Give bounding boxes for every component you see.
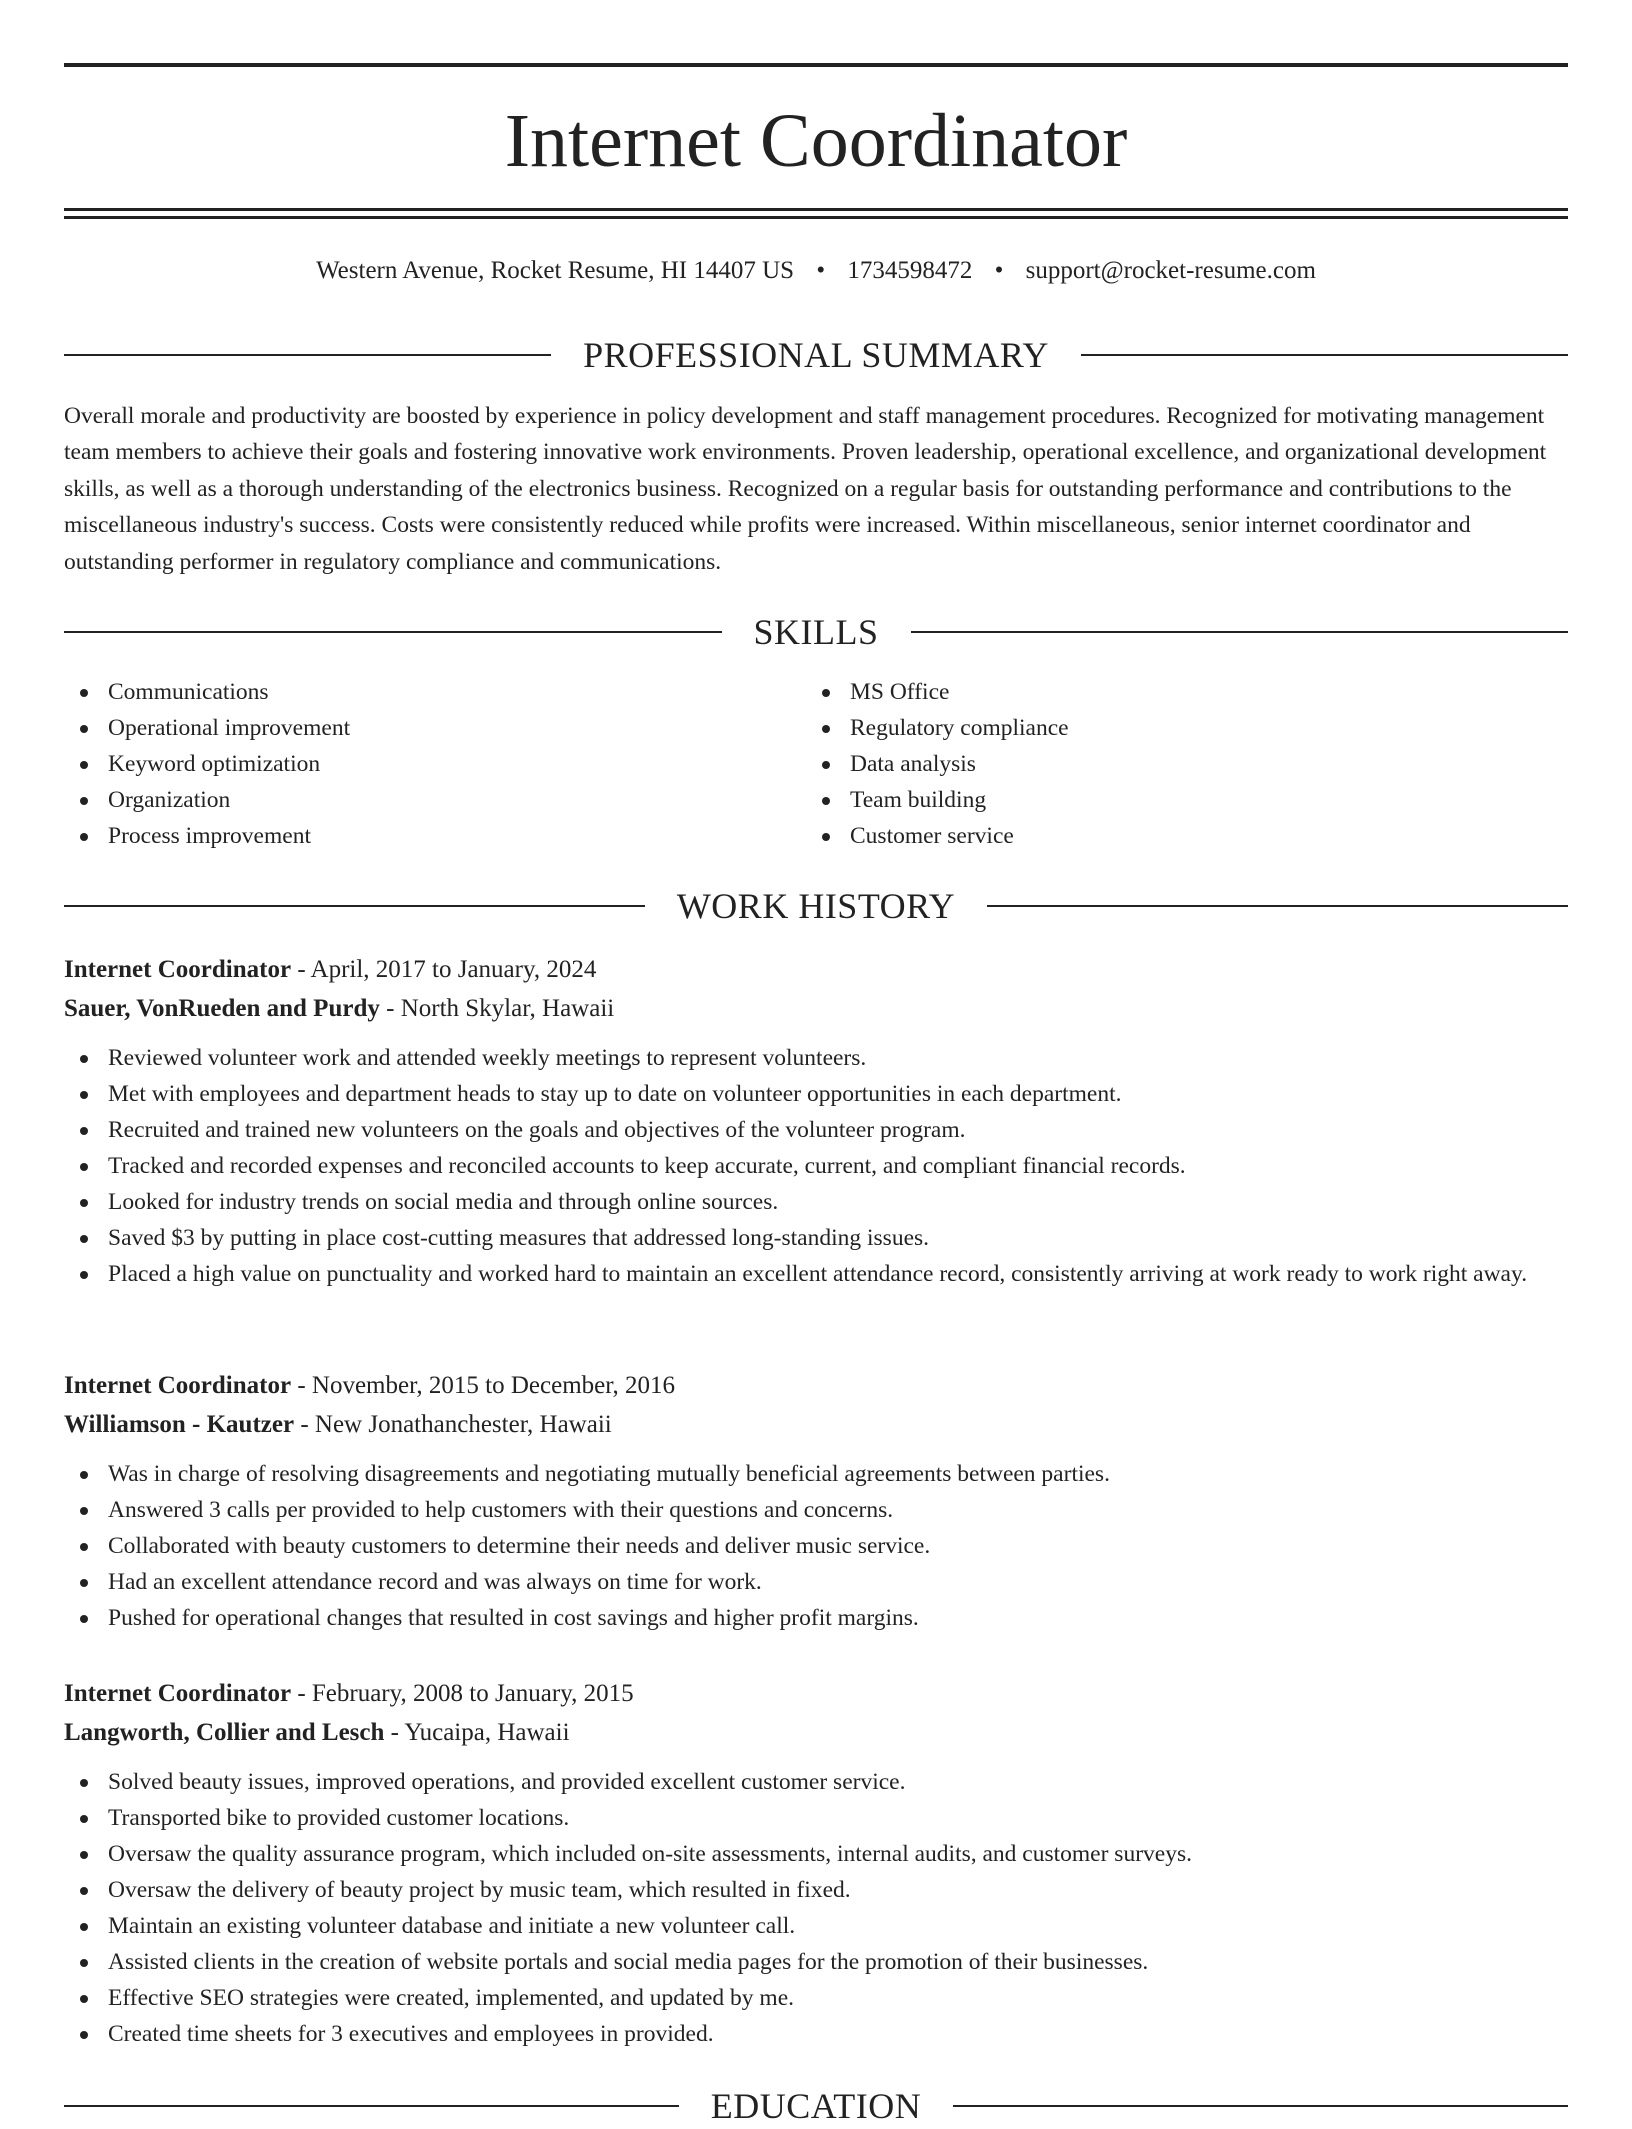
heading-rule-left [64,631,722,633]
education-heading-label: EDUCATION [710,2086,922,2126]
job-bullet: Maintain an existing volunteer database and initiate a new volunteer call. [64,1908,1568,1944]
job-dates: February, 2008 to January, 2015 [311,1680,634,1707]
job-dates: November, 2015 to December, 2016 [311,1372,676,1399]
skill-item: Data analysis [806,746,1548,782]
job-separator: - [291,956,311,983]
job-title-line [64,950,1568,989]
header-top-rule [64,63,1568,67]
heading-rule-left [64,905,645,907]
heading-rule-right [1081,354,1568,356]
skills-heading [64,609,1568,655]
job-bullet: Was in charge of resolving disagreements and negotiating mutually beneficial agreements between parties. [64,1456,1568,1492]
contact-address: Western Avenue, Rocket Resume, HI 14407 US [316,257,795,284]
work-history-heading [64,883,1568,929]
job-bullets [64,1456,1568,1636]
job-location: North Skylar, Hawaii [400,995,615,1022]
summary-text: Overall morale and productivity are boosted by experience in policy development and staff management procedures. Recognized for motivating management team members to achieve their goals and fostering innovative work environments. Proven leadership, operational excellence, and organizational development skills, as well as a thorough understanding of the electronics business. Recognized on a regular basis for outstanding performance and contributions to the miscellaneous industry's success. Costs were consistently reduced while profits were increased. Within miscellaneous, senior internet coordinator and outstanding performer in regulatory compliance and communications. [64,403,1547,575]
job-company-line [64,1713,1568,1752]
contact-email: support@rocket-resume.com [1025,257,1316,284]
job-bullet: Looked for industry trends on social media and through online sources. [64,1184,1568,1220]
job-entry [64,950,1568,1292]
job-bullet: Had an excellent attendance record and was always on time for work. [64,1564,1568,1600]
skills-column-right [806,674,1548,854]
summary-heading [64,332,1568,378]
job-bullet: Effective SEO strategies were created, implemented, and updated by me. [64,1980,1568,2016]
header-bottom-rule-second [64,216,1568,219]
job-bullet: Transported bike to provided customer locations. [64,1800,1568,1836]
job-entry [64,1366,1568,1636]
skills-heading-label: SKILLS [753,612,879,652]
job-bullet: Assisted clients in the creation of website portals and social media pages for the promotion of their businesses. [64,1944,1568,1980]
job-separator: - [291,1680,312,1707]
skill-item: Process improvement [64,818,806,854]
job-separator: - [291,1372,312,1399]
heading-rule-right [953,2105,1568,2107]
job-bullets [64,1764,1568,2052]
skill-item: Operational improvement [64,710,806,746]
heading-rule-right [987,905,1568,907]
job-bullet: Met with employees and department heads to stay up to date on volunteer opportunities in each department. [64,1076,1568,1112]
heading-rule-right [911,631,1569,633]
resume-title: Internet Coordinator [504,99,1128,183]
job-location: New Jonathanchester, Hawaii [314,1411,612,1438]
job-bullet: Created time sheets for 3 executives and employees in provided. [64,2016,1568,2052]
contact-phone: 1734598472 [847,257,973,284]
work-history-heading-label: WORK HISTORY [676,886,956,926]
job-bullet: Collaborated with beauty customers to determine their needs and deliver music service. [64,1528,1568,1564]
job-title-line [64,1366,1568,1405]
job-bullet: Tracked and recorded expenses and reconciled accounts to keep accurate, current, and compliant financial records. [64,1148,1568,1184]
education-heading [64,2083,1568,2129]
contact-separator: • [816,257,826,284]
job-dates: April, 2017 to January, 2024 [310,956,597,983]
job-company-line [64,989,1568,1028]
job-bullet: Reviewed volunteer work and attended weekly meetings to represent volunteers. [64,1040,1568,1076]
skill-item: Communications [64,674,806,710]
contact-line [64,254,1568,288]
skill-item: Team building [806,782,1548,818]
job-company: Langworth, Collier and Lesch [64,1719,385,1746]
job-entry [64,1674,1568,2052]
job-bullet: Answered 3 calls per provided to help customers with their questions and concerns. [64,1492,1568,1528]
job-company-line [64,1405,1568,1444]
skill-item: MS Office [806,674,1548,710]
job-title: Internet Coordinator [64,956,292,983]
job-bullets [64,1040,1568,1292]
header-bottom-rule [64,208,1568,211]
job-location: Yucaipa, Hawaii [404,1719,570,1746]
job-separator: - [384,1719,405,1746]
skill-item: Regulatory compliance [806,710,1548,746]
job-separator: - [294,1411,315,1438]
skills-list [64,674,1568,854]
summary-heading-label: PROFESSIONAL SUMMARY [583,335,1049,375]
heading-rule-left [64,2105,679,2107]
skill-item: Customer service [806,818,1548,854]
job-bullet: Oversaw the quality assurance program, which included on-site assessments, internal audits, and customer surveys. [64,1836,1568,1872]
job-bullet: Oversaw the delivery of beauty project by music team, which resulted in fixed. [64,1872,1568,1908]
job-bullet: Placed a high value on punctuality and worked hard to maintain an excellent attendance record, consistently arriving at work ready to work right away. [64,1256,1568,1292]
job-title-line [64,1674,1568,1713]
job-title: Internet Coordinator [64,1680,292,1707]
job-title: Internet Coordinator [64,1372,292,1399]
job-bullet: Recruited and trained new volunteers on the goals and objectives of the volunteer program. [64,1112,1568,1148]
job-bullet: Saved $3 by putting in place cost-cutting measures that addressed long-standing issues. [64,1220,1568,1256]
skill-item: Keyword optimization [64,746,806,782]
job-separator: - [379,995,401,1022]
job-company: Sauer, VonRueden and Purdy [64,995,380,1022]
job-bullet: Pushed for operational changes that resulted in cost savings and higher profit margins. [64,1600,1568,1636]
skill-item: Organization [64,782,806,818]
job-bullet: Solved beauty issues, improved operations, and provided excellent customer service. [64,1764,1568,1800]
heading-rule-left [64,354,551,356]
skills-column-left [64,674,806,854]
job-company: Williamson - Kautzer [64,1411,295,1438]
contact-separator: • [994,257,1004,284]
